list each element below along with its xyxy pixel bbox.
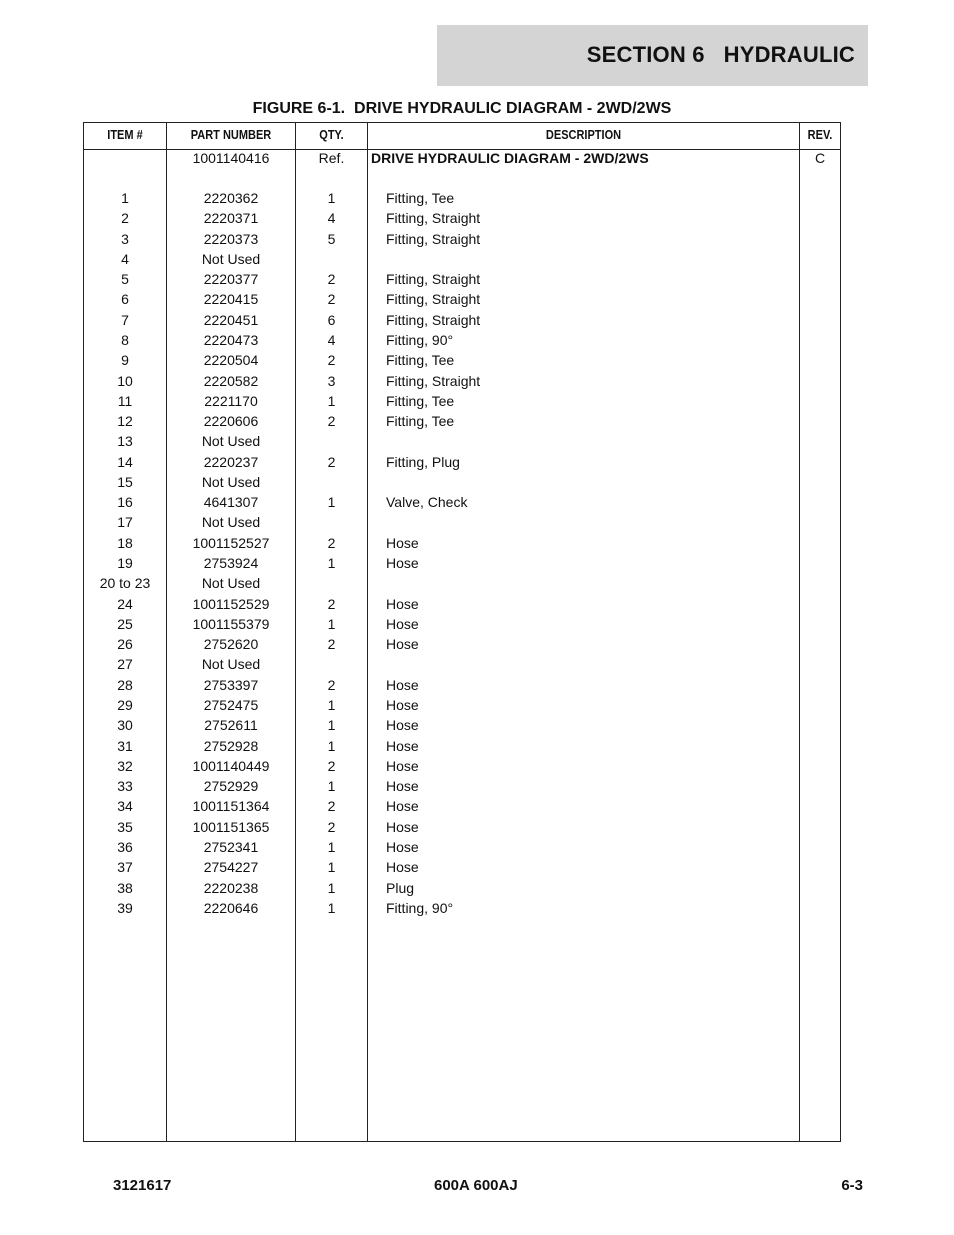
- quantity: 2: [327, 676, 336, 693]
- table-row: [84, 472, 840, 492]
- item-number: 39: [117, 899, 133, 916]
- item-number: 38: [117, 879, 133, 896]
- footer-page-number: 6-3: [841, 1177, 863, 1194]
- description: Hose: [386, 697, 419, 713]
- section-banner: [437, 25, 868, 86]
- item-number: 37: [117, 859, 133, 876]
- part-number: Not Used: [201, 656, 261, 673]
- description: Fitting, Straight: [386, 372, 481, 389]
- table-row: [84, 736, 840, 756]
- assembly-part-number: 1001140416: [192, 150, 270, 166]
- table-row: [84, 411, 840, 431]
- part-number: 2220646: [203, 899, 259, 916]
- description: Hose: [386, 798, 419, 815]
- parts-table: [83, 122, 841, 1142]
- part-number: 2220606: [203, 413, 259, 430]
- item-number: 28: [117, 676, 133, 693]
- quantity: 1: [327, 190, 336, 206]
- table-row: [84, 431, 840, 451]
- part-number: Not Used: [201, 433, 261, 450]
- part-number: Not Used: [201, 575, 261, 592]
- quantity: 2: [327, 595, 336, 612]
- quantity: 3: [327, 372, 336, 389]
- item-number: 2: [121, 210, 129, 227]
- description: Hose: [386, 636, 419, 653]
- table-row: [84, 695, 840, 715]
- item-number: 31: [117, 737, 133, 754]
- description: Hose: [386, 757, 419, 774]
- table-row: [84, 614, 840, 634]
- quantity: 2: [327, 413, 336, 430]
- part-number: 2754227: [203, 859, 259, 876]
- part-number: 2220473: [203, 331, 259, 348]
- quantity: 2: [327, 636, 336, 653]
- table-row: [84, 796, 840, 816]
- description: Hose: [386, 534, 419, 551]
- item-number: 15: [117, 473, 133, 490]
- table-row: [84, 634, 840, 654]
- col-header-qty: QTY.: [319, 128, 344, 142]
- item-number: 27: [117, 656, 133, 673]
- table-row: [84, 188, 840, 208]
- table-row: [84, 857, 840, 877]
- table-row: [84, 675, 840, 695]
- part-number: 1001152527: [192, 534, 270, 551]
- table-row: [84, 573, 840, 593]
- item-number: 29: [117, 697, 133, 713]
- quantity: 1: [327, 737, 336, 754]
- item-number: 11: [117, 392, 133, 409]
- quantity: 2: [327, 291, 336, 308]
- item-number: 36: [117, 838, 133, 855]
- item-number: 8: [121, 331, 129, 348]
- table-row: [84, 452, 840, 472]
- quantity: 2: [327, 818, 336, 835]
- quantity: 1: [327, 697, 336, 713]
- item-number: 35: [117, 818, 133, 835]
- table-row: [84, 817, 840, 837]
- description: Fitting, Tee: [386, 392, 455, 409]
- col-header-part-number: PART NUMBER: [190, 128, 272, 142]
- part-number: 2220238: [203, 879, 259, 896]
- part-number: 2752929: [203, 778, 259, 795]
- item-number: 6: [121, 291, 129, 308]
- description: Fitting, Tee: [386, 352, 455, 369]
- table-row: [84, 249, 840, 269]
- quantity: 6: [327, 311, 336, 328]
- quantity: 2: [327, 798, 336, 815]
- footer-doc-number: 3121617: [113, 1177, 172, 1194]
- quantity: 2: [327, 352, 336, 369]
- quantity: 1: [327, 899, 336, 916]
- item-number: 19: [117, 555, 133, 572]
- part-number: 2220504: [203, 352, 259, 369]
- table-row: [84, 492, 840, 512]
- quantity: 1: [327, 494, 336, 511]
- table-row: [84, 330, 840, 350]
- part-number: 2220415: [203, 291, 259, 308]
- part-number: 1001140449: [192, 757, 270, 774]
- item-number: 9: [121, 352, 129, 369]
- quantity: 1: [327, 392, 336, 409]
- part-number: 1001151364: [192, 798, 270, 815]
- quantity: 2: [327, 453, 336, 470]
- part-number: 2753924: [203, 555, 259, 572]
- table-row: [84, 715, 840, 735]
- item-number: 7: [121, 311, 129, 328]
- col-header-item: ITEM #: [107, 128, 143, 142]
- table-row: [84, 533, 840, 553]
- description: Hose: [386, 595, 419, 612]
- table-row: [84, 289, 840, 309]
- item-number: 17: [117, 514, 133, 531]
- part-number: Not Used: [201, 473, 261, 490]
- quantity: 4: [327, 331, 336, 348]
- footer-model: 600A 600AJ: [434, 1177, 518, 1194]
- item-number: 1: [121, 190, 129, 206]
- part-number: 2752620: [203, 636, 259, 653]
- item-number: 33: [117, 778, 133, 795]
- quantity: 2: [327, 271, 336, 288]
- quantity: 1: [327, 778, 336, 795]
- quantity: 1: [327, 859, 336, 876]
- quantity: 2: [327, 534, 336, 551]
- description: Fitting, 90°: [386, 899, 454, 916]
- description: Valve, Check: [386, 494, 468, 511]
- description: Fitting, 90°: [386, 331, 454, 348]
- part-number: 2752611: [204, 717, 258, 734]
- quantity: 1: [327, 879, 336, 896]
- quantity: 4: [327, 210, 336, 227]
- table-row: [84, 756, 840, 776]
- item-number: 4: [121, 250, 129, 267]
- description: Fitting, Straight: [386, 230, 481, 247]
- description: Hose: [386, 859, 419, 876]
- part-number: 2220362: [203, 190, 259, 206]
- table-row: [84, 310, 840, 330]
- part-number: Not Used: [201, 514, 261, 531]
- description: Hose: [386, 615, 419, 632]
- item-number: 24: [117, 595, 133, 612]
- table-row: [84, 350, 840, 370]
- part-number: 2220377: [203, 271, 259, 288]
- item-number: 5: [121, 271, 129, 288]
- part-number: 1001155379: [192, 615, 270, 632]
- item-number: 10: [117, 372, 133, 389]
- description: Fitting, Tee: [386, 413, 455, 430]
- item-number: 18: [117, 534, 133, 551]
- table-row: [84, 553, 840, 573]
- table-row: [84, 654, 840, 674]
- part-number: 2221170: [204, 392, 258, 409]
- description: Hose: [386, 778, 419, 795]
- table-row: [84, 391, 840, 411]
- assembly-rev: C: [814, 150, 826, 166]
- table-row: [84, 837, 840, 857]
- item-number: 26: [117, 636, 133, 653]
- item-number: 30: [117, 717, 133, 734]
- assembly-qty: Ref.: [318, 150, 345, 166]
- col-header-rev: REV.: [807, 128, 833, 142]
- part-number: 2220582: [203, 372, 259, 389]
- table-row: [84, 776, 840, 796]
- item-number: 34: [117, 798, 133, 815]
- description: Fitting, Tee: [386, 190, 455, 206]
- table-row: [84, 512, 840, 532]
- description: Hose: [386, 737, 419, 754]
- item-number: 32: [117, 757, 133, 774]
- part-number: 2220373: [203, 230, 259, 247]
- part-number: 1001152529: [192, 595, 270, 612]
- quantity: 2: [327, 757, 336, 774]
- table-row: [84, 594, 840, 614]
- description: Hose: [386, 555, 419, 572]
- quantity: 5: [327, 230, 336, 247]
- part-number: 2220371: [203, 210, 259, 227]
- quantity: 1: [327, 615, 336, 632]
- description: Hose: [386, 818, 419, 835]
- item-number: 16: [117, 494, 133, 511]
- assembly-row: [84, 148, 840, 168]
- part-number: Not Used: [201, 250, 261, 267]
- item-number: 20 to 23: [99, 575, 151, 592]
- table-row: [84, 371, 840, 391]
- part-number: 4641307: [203, 494, 259, 511]
- part-number: 2752475: [203, 697, 259, 713]
- part-number: 2220237: [203, 453, 259, 470]
- assembly-description: DRIVE HYDRAULIC DIAGRAM - 2WD/2WS: [371, 150, 649, 166]
- description: Fitting, Straight: [386, 291, 481, 308]
- description: Hose: [386, 676, 419, 693]
- quantity: 1: [327, 555, 336, 572]
- part-number: 2752928: [203, 737, 259, 754]
- table-row: [84, 208, 840, 228]
- part-number: 2220451: [203, 311, 259, 328]
- part-number: 1001151365: [192, 818, 270, 835]
- item-number: 12: [117, 413, 133, 430]
- part-number: 2753397: [203, 676, 259, 693]
- section-title: SECTION 6 HYDRAULIC: [586, 42, 855, 67]
- description: Hose: [386, 717, 419, 734]
- item-number: 13: [117, 433, 133, 450]
- description: Plug: [386, 879, 415, 896]
- table-row: [84, 229, 840, 249]
- item-number: 3: [121, 230, 129, 247]
- part-number: 2752341: [203, 838, 259, 855]
- description: Fitting, Straight: [386, 271, 481, 288]
- description: Fitting, Straight: [386, 210, 481, 227]
- quantity: 1: [327, 717, 336, 734]
- description: Fitting, Straight: [386, 311, 481, 328]
- item-number: 25: [117, 615, 133, 632]
- figure-title: FIGURE 6-1. DRIVE HYDRAULIC DIAGRAM - 2WD/2WS: [252, 100, 672, 117]
- quantity: 1: [327, 838, 336, 855]
- table-row: [84, 898, 840, 918]
- table-row: [84, 269, 840, 289]
- description: Hose: [386, 838, 419, 855]
- table-row: [84, 878, 840, 898]
- col-header-description: DESCRIPTION: [545, 128, 622, 142]
- description: Fitting, Plug: [386, 453, 460, 470]
- item-number: 14: [117, 453, 133, 470]
